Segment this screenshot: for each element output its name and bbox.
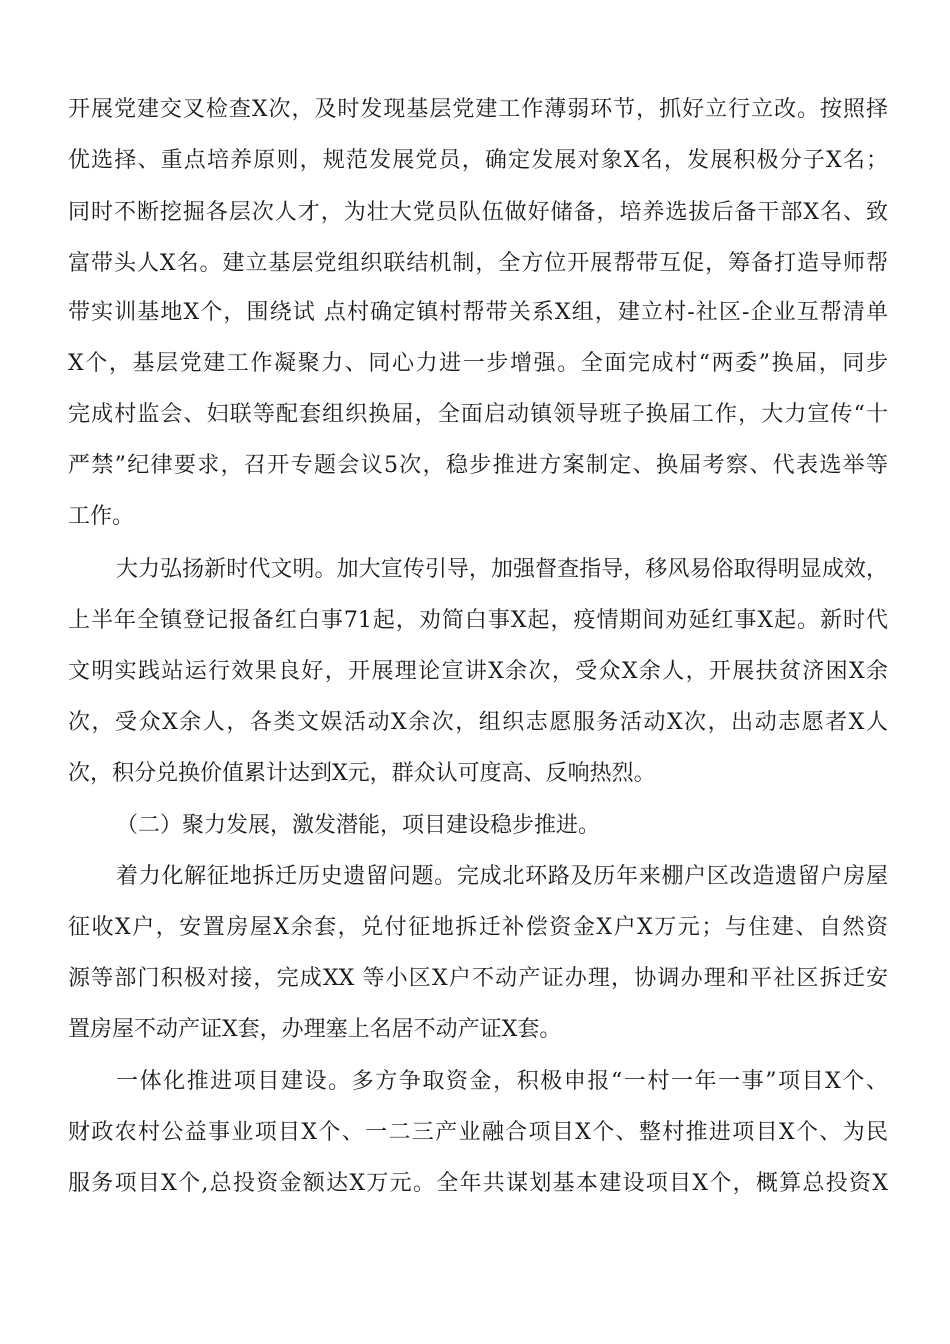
body-text-line: 次，受众X余人，各类文娱活动X余次，组织志愿服务活动X次，出动志愿者X人 [68,710,888,735]
body-text-line: 完成村监会、妇联等配套组织换届，全面启动镇领导班子换届工作，大力宣传“十 [68,402,888,427]
body-text-line: 工作。 [68,504,135,529]
paragraph-first-line: 一体化推进项目建设。多方争取资金，积极申报“一村一年一事”项目X个、 [116,1069,888,1094]
body-text-line: 上半年全镇登记报备红白事71起，劝简白事X起，疫情期间劝延红事X起。新时代 [68,608,888,633]
body-text-line: 严禁”纪律要求，召开专题会议5次，稳步推进方案制定、换届考察、代表选举等 [68,453,888,478]
paragraph-first-line: 着力化解征地拆迁历史遗留问题。完成北环路及历年来棚户区改造遗留户房屋 [116,864,888,889]
body-text-line: 置房屋不动产证X套，办理塞上名居不动产证X套。 [68,1017,562,1042]
body-text-line: 带实训基地X个，围绕试 点村确定镇村帮带关系X组，建立村-社区-企业互帮清单 [68,300,888,325]
body-text-line: 财政农村公益事业项目X个、一二三产业融合项目X个、整村推进项目X个、为民 [68,1120,888,1145]
section-heading: （二）聚力发展，激发潜能，项目建设稳步推进。 [116,813,601,838]
body-text-line: 征收X户，安置房屋X余套，兑付征地拆迁补偿资金X户X万元；与住建、自然资 [68,915,888,940]
body-text-line: 文明实践站运行效果良好，开展理论宣讲X余次，受众X余人，开展扶贫济困X余 [68,659,888,684]
paragraph-first-line: 大力弘扬新时代文明。加大宣传引导，加强督查指导，移风易俗取得明显成效， [116,557,888,582]
body-text-line: X个，基层党建工作凝聚力、同心力进一步增强。全面完成村“两委”换届，同步 [68,351,888,376]
body-text-line: 同时不断挖掘各层次人才，为壮大党员队伍做好储备，培养选拔后备干部X名、致 [68,200,888,225]
body-text-line: 开展党建交叉检查X次，及时发现基层党建工作薄弱环节，抓好立行立改。按照择 [68,97,888,122]
body-text-line: 次，积分兑换价值累计达到X元，群众认可度高、反响热烈。 [68,761,656,786]
body-text-line: 服务项目X个,总投资金额达X万元。全年共谋划基本建设项目X个，概算总投资X [68,1171,888,1196]
body-text-line: 富带头人X名。建立基层党组织联结机制，全方位开展帮带互促，筹备打造导师帮 [68,251,888,276]
body-text-line: 优选择、重点培养原则，规范发展党员，确定发展对象X名，发展积极分子X名； [68,148,888,173]
body-text-line: 源等部门积极对接，完成XX 等小区X户不动产证办理，协调办理和平社区拆迁安 [68,966,888,991]
